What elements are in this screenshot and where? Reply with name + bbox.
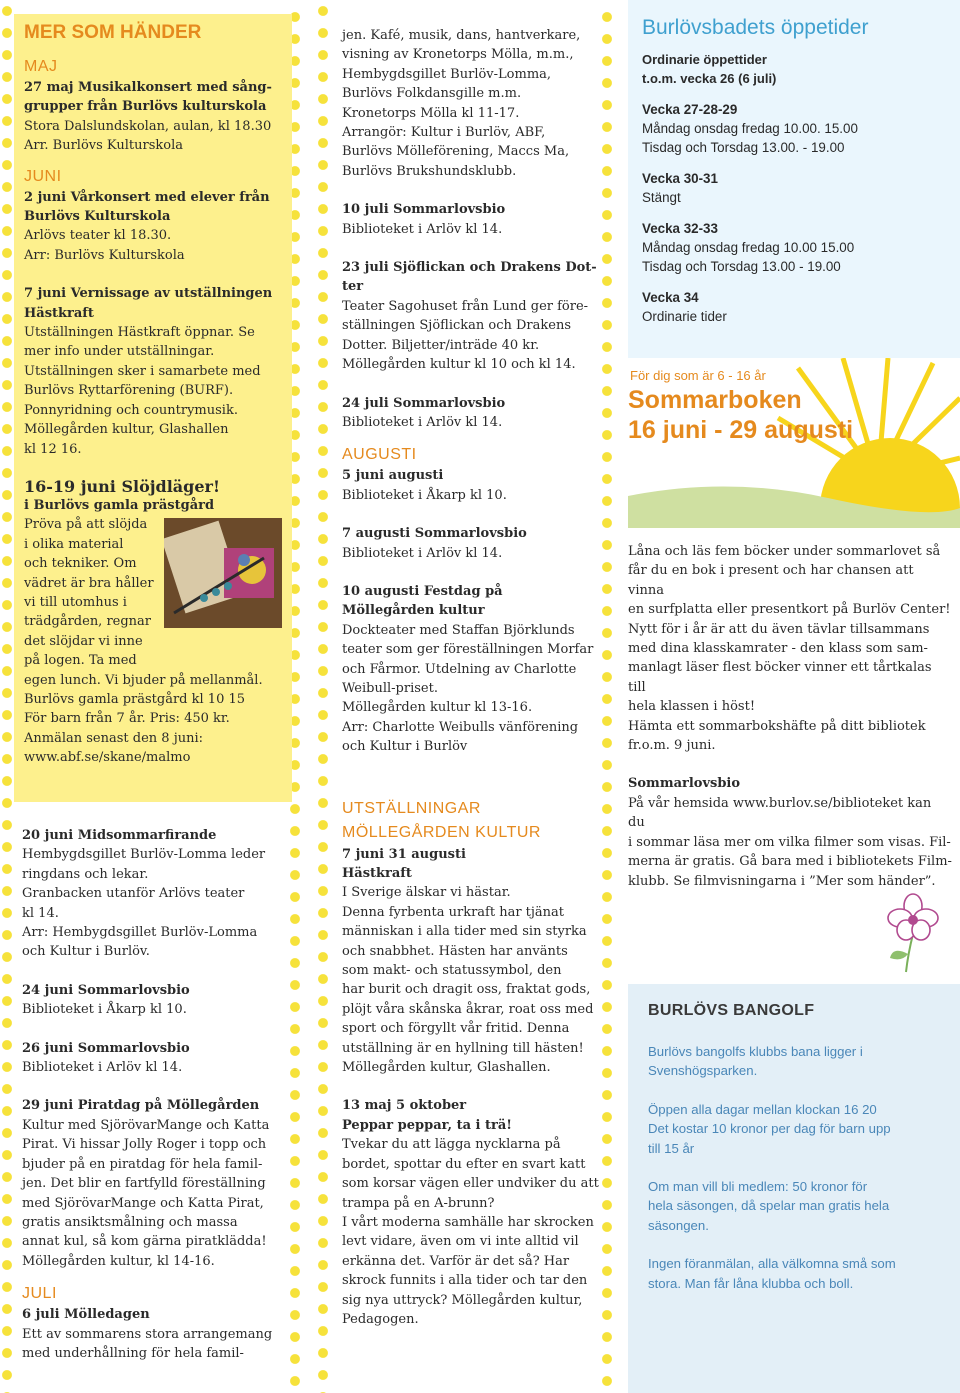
slojd-event: i Burlövs gamla prästgård Pröva på att slöjda i olika material och tekniker. Om vädret är bra håller vi till utomhus i trädgården, regnar det slöjdar vi inne på logen. Ta med egen lunch. Vi bjuder på mellanmål. Burlövs gamla prästgård kl 10 15 För barn från 7 år. Pris: 450 kr. Anmälan senast den 8 juni: www.abf.se/skane/malmo (24, 496, 282, 768)
molledagen-cont: jen. Kafé, musik, dans, hantverkare, visning av Kronetorps Mölla, m.m., Hembygdsgillet Burlöv-Lomma, Burlövs Folkdansgille m.m. Kronetorps Mölla kl 11-17. Arrangör: Kultur i Burlöv, ABF, Burlövs Mölleförening, Maccs Ma, Burlövs Brukshundsklubb. (342, 28, 581, 179)
sommarboken-dates: 16 juni - 29 augusti (628, 416, 854, 444)
sjoflickan-event: 23 juli Sjöflickan och Drakens Dot- ter Teater Sagohuset från Lund ger före- ställningen Sjöflickan och Drakens Dotter. Biljetter/inträde 40 kr. Möllegården kultur kl 10 och kl 14. (342, 260, 597, 373)
juni-event-2: 7 juni Vernissage av utställningen Hästkraft Utställningen Hästkraft öppnar. Se mer info under utställningar. Utställningen sker i samarbete med Burlövs Ryttarförening (BURF). Ponnyridning och countrymusik. Möllegården kultur, Glashallen kl 12 16. (24, 286, 273, 457)
bangolf-title: BURLÖVS BANGOLF (648, 1002, 815, 1019)
maj-event: 27 maj Musikalkonsert med sång- grupper från Burlövs kulturskola Stora Dalslundskolan, aulan, kl 18.30 Arr. Burlövs Kulturskola (24, 80, 272, 154)
badet-title: Burlövsbadets öppetider (642, 16, 869, 39)
column-middle (330, 0, 605, 1329)
abf-link[interactable]: www.abf.se/skane/malmo (24, 750, 191, 766)
sommarboken-text: Låna och läs fem böcker under sommarlovet så får du en bok i present och har chansen att vinna en surfplatta eller presentkort på Burlöv Center! Nytt för i år är att du även tävlar tillsammans med dina klasskamrater - den klass som sam- manlagt läser flest böcker vinner ett tårtkalas till hela klassen i höst! Hämta ett sommarbokshäfte på ditt bibliotek fr.o.m. 9 juni. (628, 544, 951, 754)
hastkraft-event: 7 juni 31 augusti Hästkraft I Sverige älskar vi hästar. Denna fyrbenta urkraft har tjänat människan i alla tider med sin styrka och snabbhet. Hästen har använts som makt- och statussymbol, den har burit och dragit oss, fraktat gods, plöjt våra skånska åkrar, roat oss med sport och förgyllt vår fritid. Denna utställning är en hyllning till hästen! Möllegården kultur, Glashallen. (342, 846, 594, 1076)
column-left (22, 14, 302, 1363)
piratdag-event: 29 juni Piratdag på Möllegården Kultur med SjörövarMange och Katta Pirat. Vi hissar Jolly Roger i topp och bjuder på en piratdag för hela famil- jen. Det blir en fartfylld föreställning med SjörövarMange och Katta Pirat, gratis ansiktsmålning och massa annat kul, så kom gärna piratklädda! Möllegården kultur, kl 14-16. (22, 1098, 270, 1269)
section-heading: MER SOM HÄNDER (24, 22, 202, 43)
sommarboken-banner (628, 358, 960, 528)
month-maj: MAJ (24, 58, 58, 75)
dots-mid2 (316, 0, 330, 1393)
sommarboken-title: Sommarboken (628, 386, 802, 414)
aug-7: 7 augusti Sommarlovsbio Biblioteket i Arlöv kl 14. (342, 526, 527, 561)
month-juni: JUNI (24, 167, 62, 185)
bio-24-juli: 24 juli Sommarlovsbio Biblioteket i Arlöv kl 14. (342, 395, 506, 430)
bio-24-juni: 24 juni Sommarlovsbio Biblioteket i Åkarp kl 10. (22, 982, 190, 1018)
flower-icon (878, 884, 948, 974)
sommarlovsbio-info: Sommarlovsbio På vår hemsida www.burlov.se/biblioteket kan du i sommar läsa mer om vilka filmer som visas. Fil- merna är gratis. Gå bara med i bibliotekets Film- klubb. Se filmvisningarna i ”Mer som händer”. (628, 776, 952, 889)
slojd-title: 16-19 juni Slöjdläger! (24, 476, 220, 496)
aug-5: 5 juni augusti Biblioteket i Åkarp kl 10. (342, 468, 507, 503)
sommarboken-kicker: För dig som är 6 - 16 år (630, 368, 766, 383)
craft-photo (164, 518, 282, 628)
yellow-panel (14, 14, 292, 802)
aug-10: 10 augusti Festdag på Möllegården kultur Dockteater med Staffan Björklunds teater som ger föreställningen Morfar och Fårmor. Utdelning av Charlotte Weibull-priset. Möllegården kultur kl 13-16. Arr: Charlotte Weibulls vänförening och Kultur i Burlöv (342, 583, 594, 755)
bio-10-juli: 10 juli Sommarlovsbio Biblioteket i Arlöv kl 14. (342, 202, 506, 237)
badet-panel: Burlövsbadets öppetider Ordinarie öppettider t.o.m. vecka 26 (6 juli) Vecka 27-28-29 Måndag onsdag fredag 10.00. 15.00 Tisdag och Torsdag 13.00. - 19.00 Vecka 30-31 Stängt Vecka 32-33 Måndag onsdag fredag 10.00 15.00 Tisdag och Torsdag 13.00 - 19.00 Vecka 34 Ordinarie tider (628, 0, 960, 358)
month-augusti: AUGUSTI (342, 446, 417, 464)
month-juli: JULI (22, 1285, 57, 1303)
juni-event-1: 2 juni Vårkonsert med elever från Burlövs Kulturskola Arlövs teater kl 18.30. Arr: Burlövs Kulturskola (24, 189, 270, 263)
bangolf-panel: BURLÖVS BANGOLF Burlövs bangolfs klubbs bana ligger i Svenshögsparken. Öppen alla dagar mellan klockan 16 20 Det kostar 10 kronor per dag för barn upp till 15 år Om man vill bli medlem: 50 kronor för hela säsongen, då spelar man gratis hela säsongen. Ingen föranmälan, alla välkomna små som stora. Man får låna klubba och boll. (628, 984, 960, 1393)
molledagen-event: 6 juli Mölledagen Ett av sommarens stora arrangemang med underhållning för hela famil- (22, 1307, 273, 1361)
dots-left (0, 0, 14, 1393)
midsommar-event: 20 juni Midsommarfirande Hembygdsgillet Burlöv-Lomma leder ringdans och lekar. Granbacken utanför Arlövs teater kl 14. Arr: Hembygdsgillet Burlöv-Lomma och Kultur i Burlöv. (22, 828, 266, 960)
column-right (628, 0, 960, 891)
peppar-event: 13 maj 5 oktober Peppar peppar, ta i trä! Tvekar du att lägga nycklarna på bordet, spottar du efter en svart katt som korsar vägen eller undviker du att trampa på en A-brunn? I vårt moderna samhälle har skrocken levt vidare, även om vi inte alltid vil erkänna det. Varför är det så? Har skrock funnits i alla tider och tar den sig nya uttryck? Möllegården kultur, Pedagogen. (342, 1098, 599, 1327)
utstallningar-heading: UTSTÄLLNINGAR MÖLLEGÅRDEN KULTUR (342, 799, 541, 841)
bio-26-juni: 26 juni Sommarlovsbio Biblioteket i Arlöv kl 14. (22, 1040, 190, 1076)
